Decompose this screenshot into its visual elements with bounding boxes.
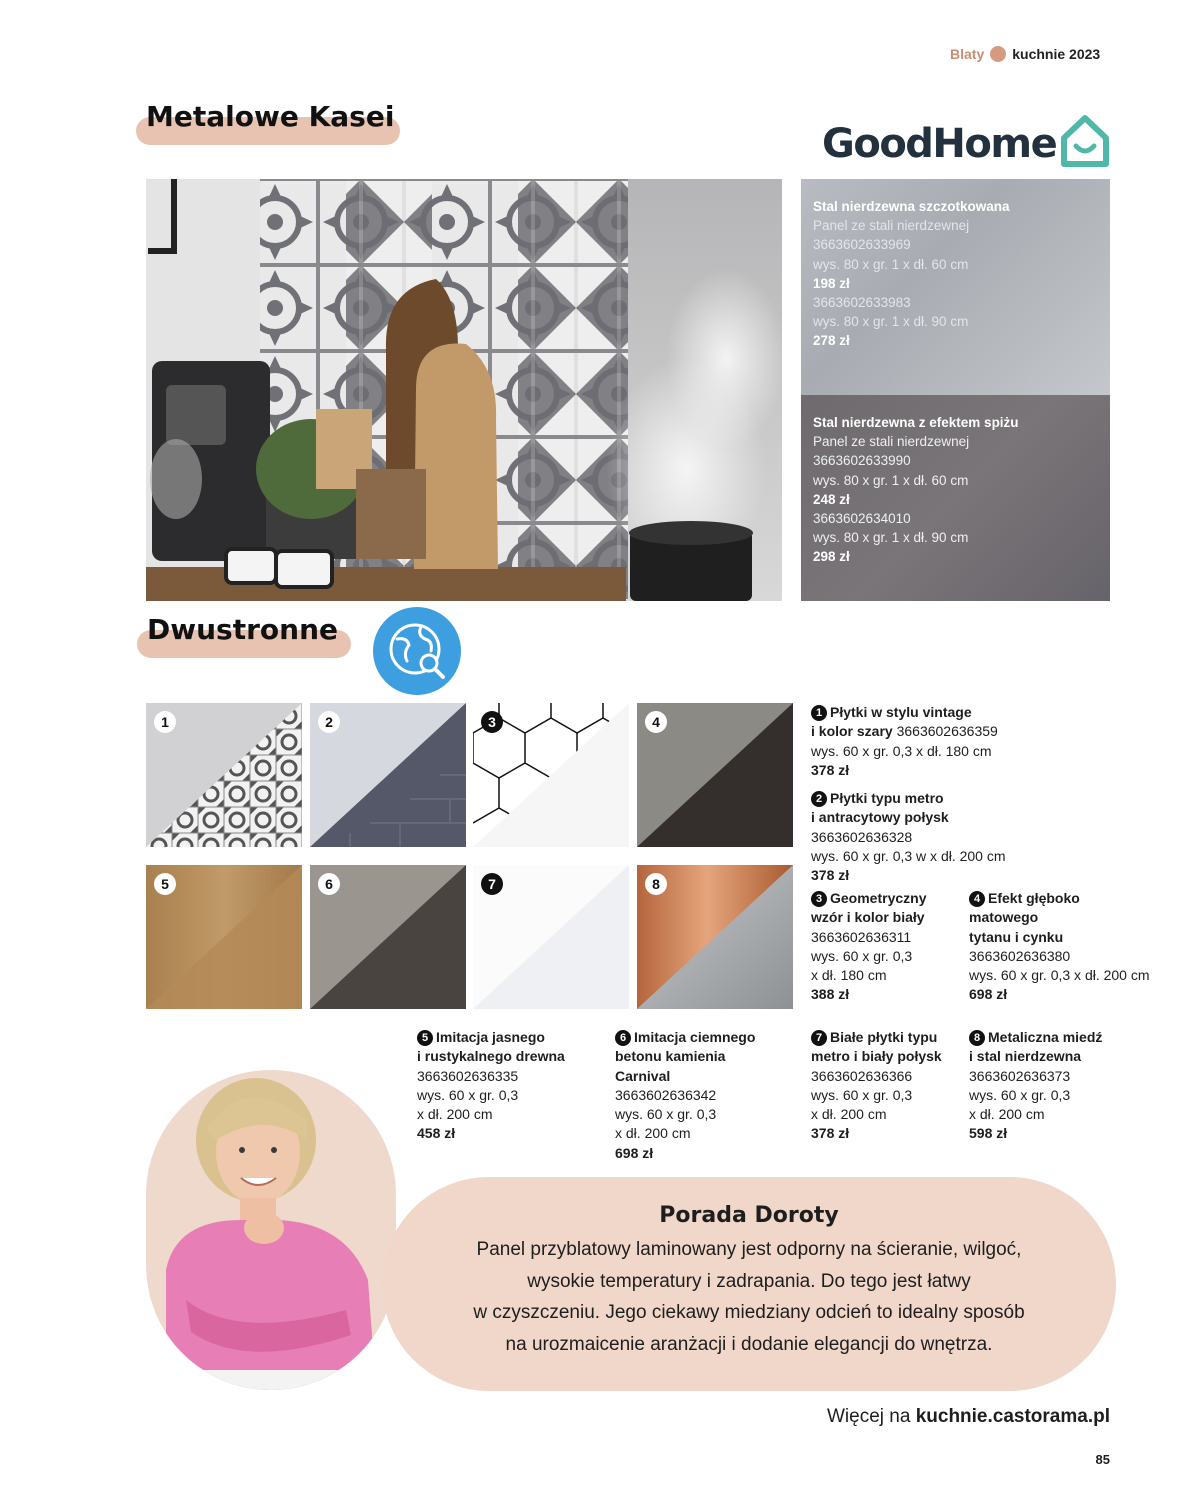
product-number: 6 — [615, 1030, 631, 1046]
swatch-8 — [637, 865, 793, 1009]
house-smile-icon — [1060, 112, 1110, 170]
product-title: Płytki w stylu vintage — [830, 704, 972, 720]
product-title: wzór i kolor biały — [811, 909, 925, 926]
crumb-dot-icon — [990, 46, 1006, 62]
product-price: 378 zł — [811, 1125, 850, 1142]
product-number: 1 — [811, 705, 827, 721]
swatch-number: 8 — [645, 873, 667, 895]
product-code: 3663602636342 — [615, 1086, 717, 1103]
panel-subtitle: Panel ze stali nierdzewnej — [813, 434, 970, 450]
product-dims: wys. 60 x gr. 0,3 x dł. 180 cm — [811, 742, 992, 759]
product-dims: x dł. 200 cm — [417, 1106, 493, 1123]
product-4 — [969, 889, 1179, 1005]
product-dims: x dł. 200 cm — [615, 1125, 691, 1142]
goodhome-logo — [822, 104, 1112, 170]
product-price: 388 zł — [811, 986, 850, 1003]
product-2 — [811, 789, 1171, 885]
advice-line: wysokie temperatury i zadrapania. Do tego jest łatwy — [527, 1270, 971, 1292]
product-code: 3663602636373 — [969, 1067, 1071, 1084]
product-title: tytanu i cynku — [969, 928, 1064, 945]
kitchen-illustration — [146, 179, 782, 601]
panel-price: 248 zł — [813, 491, 850, 507]
product-dims: x dł. 180 cm — [811, 967, 887, 984]
product-title: Białe płytki typu — [830, 1029, 938, 1045]
advice-line: Panel przyblatowy laminowany jest odporny na ścieranie, wilgoć, — [476, 1239, 1022, 1260]
panel-dims: wys. 80 x gr. 1 x dł. 60 cm — [813, 256, 969, 272]
product-title: Efekt głęboko — [988, 890, 1080, 906]
product-title: Carnival — [615, 1067, 671, 1084]
product-code: 3663602636366 — [811, 1067, 913, 1084]
product-title: i antracytowy połysk — [811, 809, 949, 826]
swatch-7 — [473, 865, 629, 1009]
product-number: 5 — [417, 1030, 433, 1046]
swatch-number: 6 — [318, 873, 340, 895]
swatch-2 — [310, 703, 466, 847]
product-title: matowego — [969, 909, 1039, 926]
website-link[interactable]: kuchnie.castorama.pl — [915, 1406, 1110, 1427]
product-title: Imitacja ciemnego — [634, 1029, 756, 1045]
product-price: 378 zł — [811, 867, 850, 884]
product-dims: wys. 60 x gr. 0,3 — [417, 1086, 519, 1103]
steel-panel-bronze — [801, 395, 1110, 601]
product-title: i kolor szary — [811, 723, 893, 740]
logo-text: GoodHome — [822, 121, 1057, 167]
product-number: 3 — [811, 891, 827, 907]
product-title: Geometryczny — [830, 890, 927, 906]
product-dims: wys. 60 x gr. 0,3 w x dł. 200 cm — [811, 847, 1006, 864]
product-7 — [811, 1028, 966, 1144]
product-code: 3663602636311 — [811, 928, 912, 945]
product-title: betonu kamienia — [615, 1048, 726, 1065]
panel-price: 198 zł — [813, 275, 850, 291]
swatch-number: 4 — [645, 711, 667, 733]
panel-code: 3663602634010 — [813, 511, 911, 527]
section-title-metalowe: Metalowe Kasei — [146, 100, 395, 133]
product-price: 458 zł — [417, 1125, 456, 1142]
panel-price: 298 zł — [813, 549, 850, 565]
product-8 — [969, 1028, 1159, 1144]
product-dims: x dł. 200 cm — [811, 1106, 887, 1123]
product-title: Imitacja jasnego — [436, 1029, 545, 1045]
product-number: 7 — [811, 1030, 827, 1046]
swatch-number: 7 — [481, 873, 503, 895]
swatch-number: 2 — [318, 711, 340, 733]
panel-dims: wys. 80 x gr. 1 x dł. 60 cm — [813, 472, 969, 488]
crumb-catalog: kuchnie 2023 — [1012, 46, 1101, 62]
product-price: 378 zł — [811, 761, 850, 778]
advice-title: Porada Doroty — [659, 1203, 839, 1228]
advice-box — [382, 1177, 1116, 1391]
panel-dims: wys. 80 x gr. 1 x dł. 90 cm — [813, 530, 969, 546]
product-dims: wys. 60 x gr. 0,3 x dł. 200 cm — [969, 967, 1150, 984]
product-3 — [811, 889, 966, 1005]
product-dims: wys. 60 x gr. 0,3 — [969, 1086, 1071, 1103]
advisor-illustration — [146, 1070, 396, 1390]
panel-title: Stal nierdzewna szczotkowana — [813, 199, 1010, 214]
product-title: i rustykalnego drewna — [417, 1048, 565, 1065]
swatch-number: 1 — [154, 711, 176, 733]
more-info — [827, 1406, 1110, 1428]
globe-search-icon — [373, 607, 461, 695]
panel-code: 3663602633983 — [813, 295, 911, 311]
swatch-6 — [310, 865, 466, 1009]
product-title: Płytki typu metro — [830, 790, 944, 806]
breadcrumb — [950, 46, 1100, 62]
product-number: 8 — [969, 1030, 985, 1046]
swatch-5 — [146, 865, 302, 1009]
crumb-section: Blaty — [950, 46, 985, 62]
swatch-4 — [637, 703, 793, 847]
advice-line: w czyszczeniu. Jego ciekawy miedziany odcień to idealny sposób — [473, 1302, 1025, 1323]
swatch-1 — [146, 703, 302, 847]
advice-line: na urozmaicenie aranżacji i dodanie elegancji do wnętrza. — [505, 1333, 993, 1355]
product-price: 698 zł — [969, 986, 1008, 1003]
steel-panel-brushed — [801, 179, 1110, 395]
product-number: 4 — [969, 891, 985, 907]
panel-subtitle: Panel ze stali nierdzewnej — [813, 218, 970, 234]
product-1 — [811, 703, 1171, 780]
product-dims: wys. 60 x gr. 0,3 — [811, 1086, 913, 1103]
panel-price: 278 zł — [813, 333, 850, 349]
product-price: 598 zł — [969, 1125, 1008, 1142]
product-price: 698 zł — [615, 1144, 654, 1161]
more-prefix: Więcej na — [827, 1406, 911, 1427]
section-title-dwustronne: Dwustronne — [147, 613, 338, 646]
product-code: 3663602636359 — [896, 723, 998, 740]
product-5 — [417, 1028, 607, 1144]
panel-code: 3663602633990 — [813, 453, 911, 469]
product-code: 3663602636380 — [969, 947, 1071, 964]
swatch-number: 3 — [481, 711, 503, 733]
swatch-number: 5 — [154, 873, 176, 895]
panel-dims: wys. 80 x gr. 1 x dł. 90 cm — [813, 314, 969, 330]
product-title: metro i biały połysk — [811, 1048, 942, 1065]
advice-body — [382, 1234, 1116, 1360]
product-title: i stal nierdzewna — [969, 1048, 1082, 1065]
product-dims: wys. 60 x gr. 0,3 — [615, 1106, 717, 1123]
panel-title: Stal nierdzewna z efektem spiżu — [813, 415, 1019, 430]
product-6 — [615, 1028, 805, 1163]
product-number: 2 — [811, 791, 827, 807]
panel-code: 3663602633969 — [813, 237, 911, 253]
product-title: Metaliczna miedź — [988, 1029, 1103, 1045]
kitchen-photo — [146, 179, 782, 601]
page-number: 85 — [1095, 1452, 1110, 1467]
product-code: 3663602636335 — [417, 1067, 519, 1084]
advisor-portrait — [146, 1070, 396, 1390]
product-code: 3663602636328 — [811, 828, 913, 845]
product-dims: wys. 60 x gr. 0,3 — [811, 947, 913, 964]
product-dims: x dł. 200 cm — [969, 1106, 1045, 1123]
swatch-3 — [473, 703, 629, 847]
